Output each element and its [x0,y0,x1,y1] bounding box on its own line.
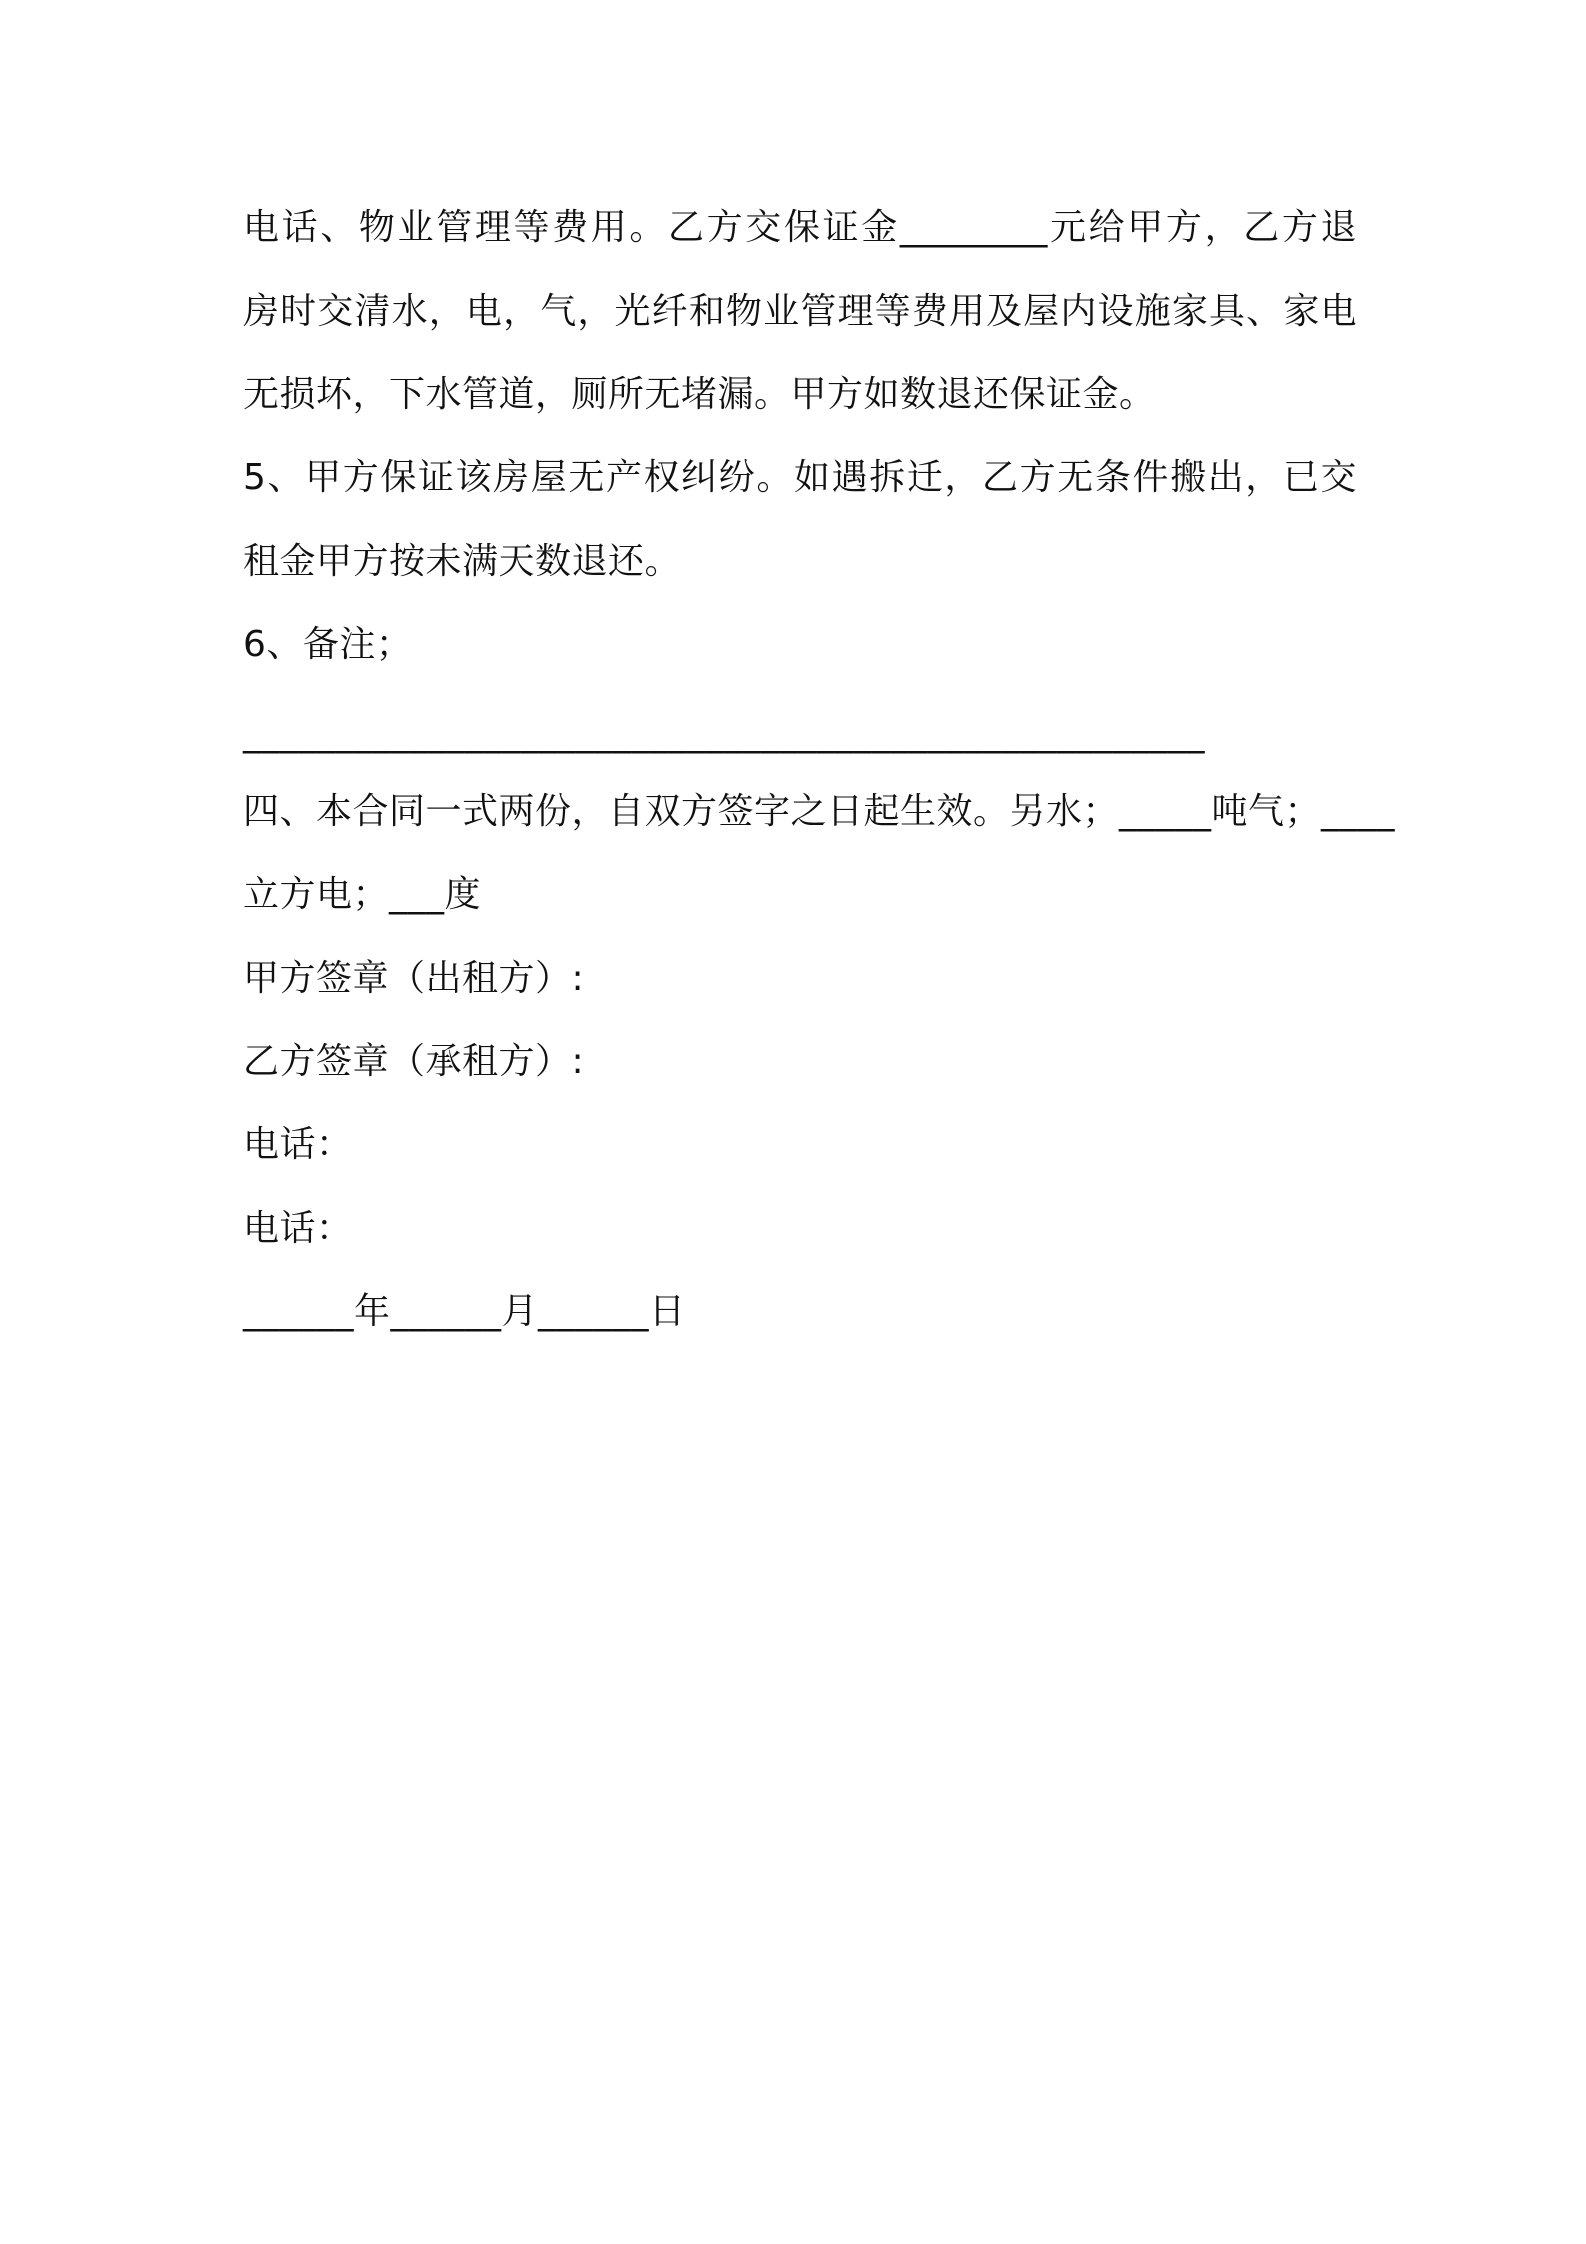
paragraph-line-2: 房时交清水，电，气，光纤和物业管理等费用及屋内设施家具、家电 [243,291,1357,332]
date-line: ______年______月______日 [243,1291,686,1332]
section-4-line-1: 四、本合同一式两份，自双方签字之日起生效。另水；_____吨气；____ [243,791,1396,832]
paragraph-line-3: 无损坏，下水管道，厕所无堵漏。甲方如数退还保证金。 [243,374,1156,415]
clause-5-line-2: 租金甲方按未满天数退还。 [243,541,682,582]
clause-5-line-1: 5、甲方保证该房屋无产权纠纷。如遇拆迁，乙方无条件搬出，已交 [243,457,1357,498]
paragraph-line-1: 电话、物业管理等费用。乙方交保证金________元给甲方，乙方退 [243,207,1357,248]
clause-6-remarks: 6、备注； [243,624,413,665]
phone-line-2: 电话： [243,1208,353,1249]
phone-line-1: 电话： [243,1124,353,1165]
section-4-line-2: 立方电；___度 [243,874,482,915]
party-a-signature: 甲方签章（出租方）: [243,958,585,999]
remarks-blank-line: ____________________________________________________ [243,713,1205,754]
party-b-signature: 乙方签章（承租方）: [243,1041,585,1082]
